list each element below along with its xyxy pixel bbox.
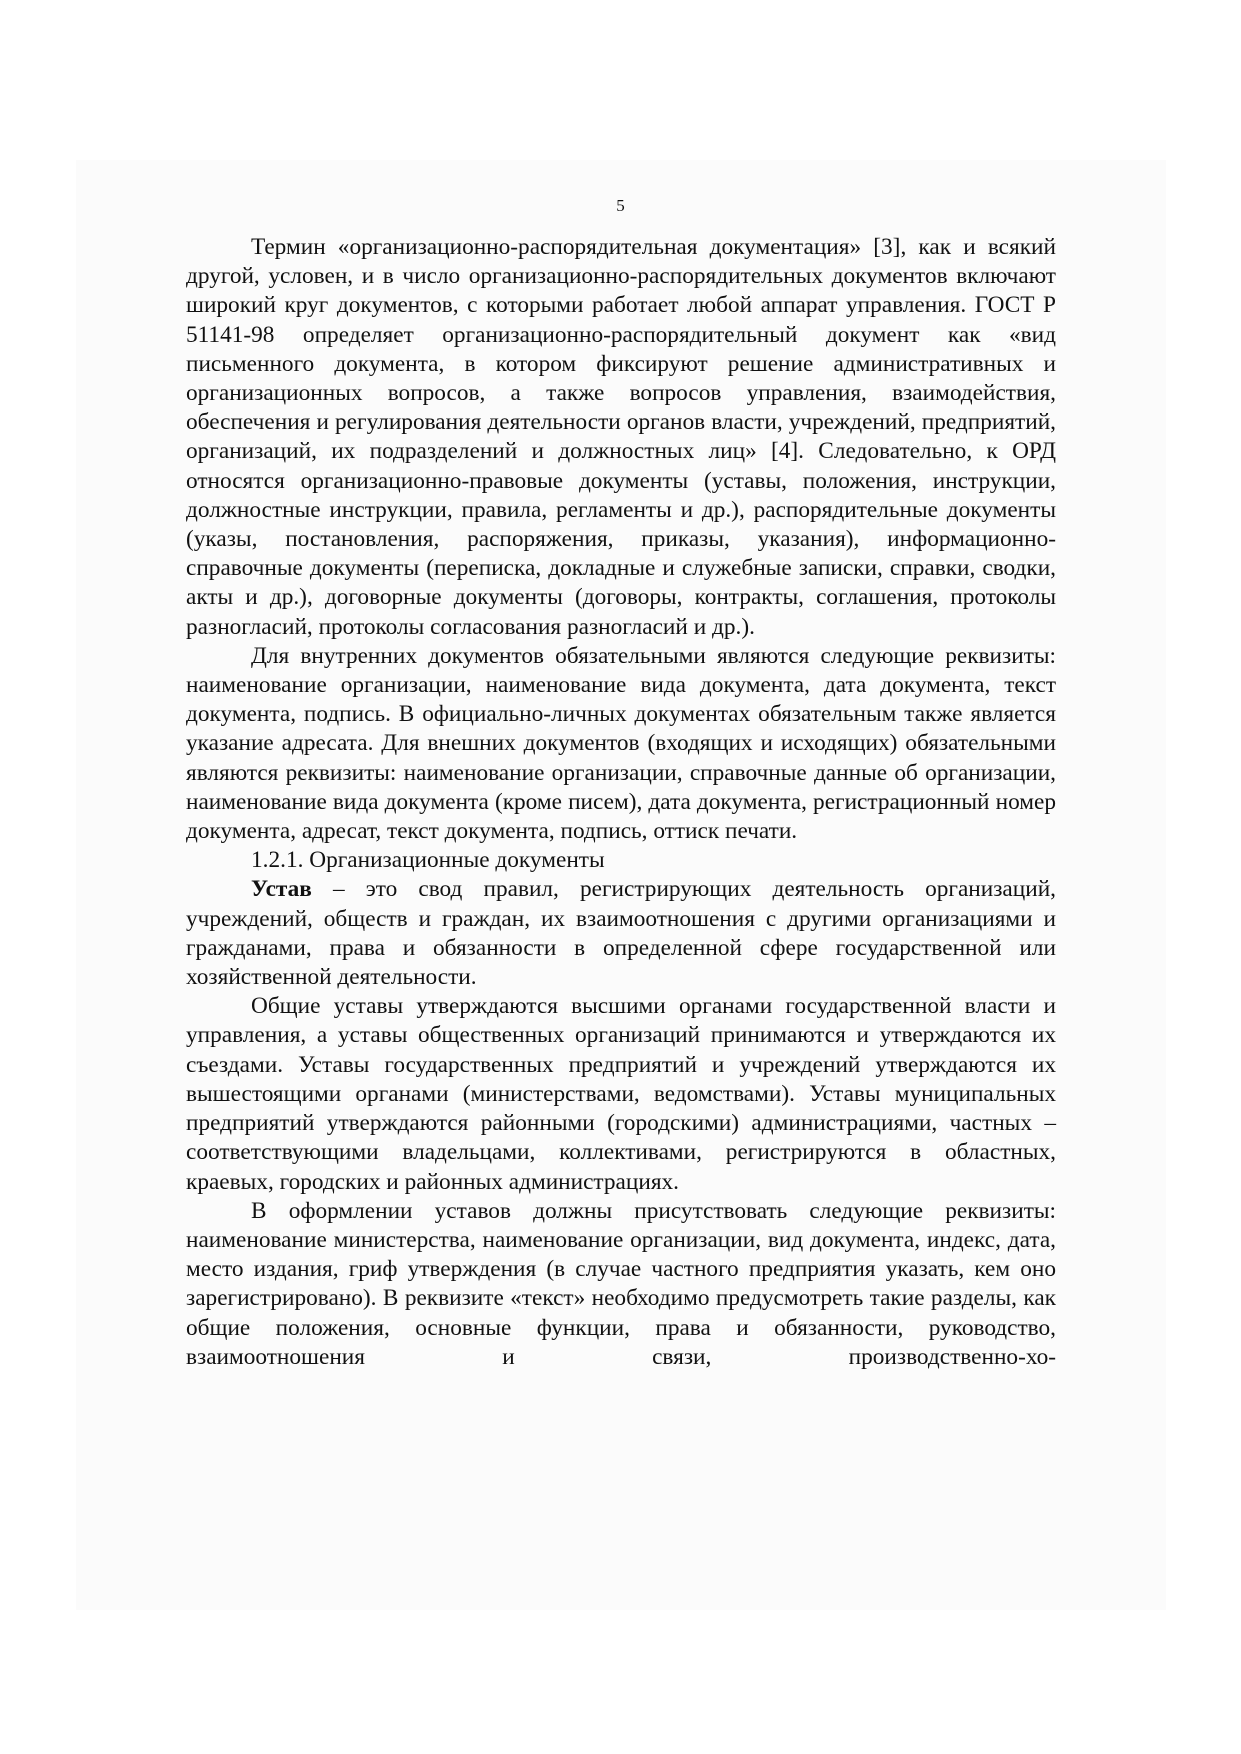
term-ustav: Устав <box>251 876 312 903</box>
paragraph-ustav-requisites: В оформлении уставов должны присутствовать следующие реквизиты: наименование министерства, наименование организации, вид документа, индекс, дата, место издания, гриф утверждения (в случае частного предприятия указать, кем оно зарегистрировано). В реквизите «текст» необходимо предусмотреть такие разделы, как общие положения, основные функции, права и обязанности, руководство, взаимоотношения и связи, производственно-хо- <box>186 1197 1056 1370</box>
section-heading: 1.2.1. Организационные документы <box>251 847 605 874</box>
page-number: 5 <box>616 196 625 215</box>
paragraph-ustav-approval: Общие уставы утверждаются высшими органами государственной власти и управления, а уставы общественных организаций принимаются и утверждаются их съездами. Уставы государственных предприятий и учреждений утверждаются их вышестоящими органами (министерствами, ведомствами). Уставы муниципальных предприятий утверждаются районными (городскими) администрациями, частных – соответствующими владельцами, коллективами, регистрируются в областных, краевых, городских и районных администрациях. <box>186 993 1056 1195</box>
paragraph-ord-definition: Термин «организационно-распорядительная документация» [3], как и всякий другой, условен, и в число организационно-распорядительных документов включают широкий круг документов, с которыми работает любой аппарат управления. ГОСТ Р 51141-98 определяет организационно-распорядительный документ как «вид письменного документа, в котором фиксируют решение административных и организационных вопросов, а также вопросов управления, взаимодействия, обеспечения и регулирования деятельности органов власти, учреждений, предприятий, организаций, их подразделений и должностных лиц» [4]. Следовательно, к ОРД относятся организационно-правовые документы (уставы, положения, инструкции, должностные инструкции, правила, регламенты и др.), распорядительные документы (указы, постановления, распоряжения, приказы, указания), информационно-справочные документы (переписка, докладные и служебные записки, справки, сводки, акты и др.), договорные документы (договоры, контракты, соглашения, протоколы разногласий, протоколы согласования разногласий и др.). <box>186 234 1056 640</box>
document-body <box>186 233 1056 1372</box>
paragraph-ustav-definition <box>186 875 1056 992</box>
paragraph-ustav-text: – это свод правил, регистрирующих деятельность организаций, учреждений, обществ и граждан, их взаимоотношения с другими организациями и гражданами, права и обязанности в определенной сфере государственной или хозяйственной деятельности. <box>186 876 1056 991</box>
paragraph-required-requisites: Для внутренних документов обязательными являются следующие реквизиты: наименование организации, наименование вида документа, дата документа, текст документа, подпись. В официально-личных документах обязательным также является указание адресата. Для внешних документов (входящих и исходящих) обязательными являются реквизиты: наименование организации, справочные данные об организации, наименование вида документа (кроме писем), дата документа, регистрационный номер документа, адресат, текст документа, подпись, оттиск печати. <box>186 642 1056 845</box>
